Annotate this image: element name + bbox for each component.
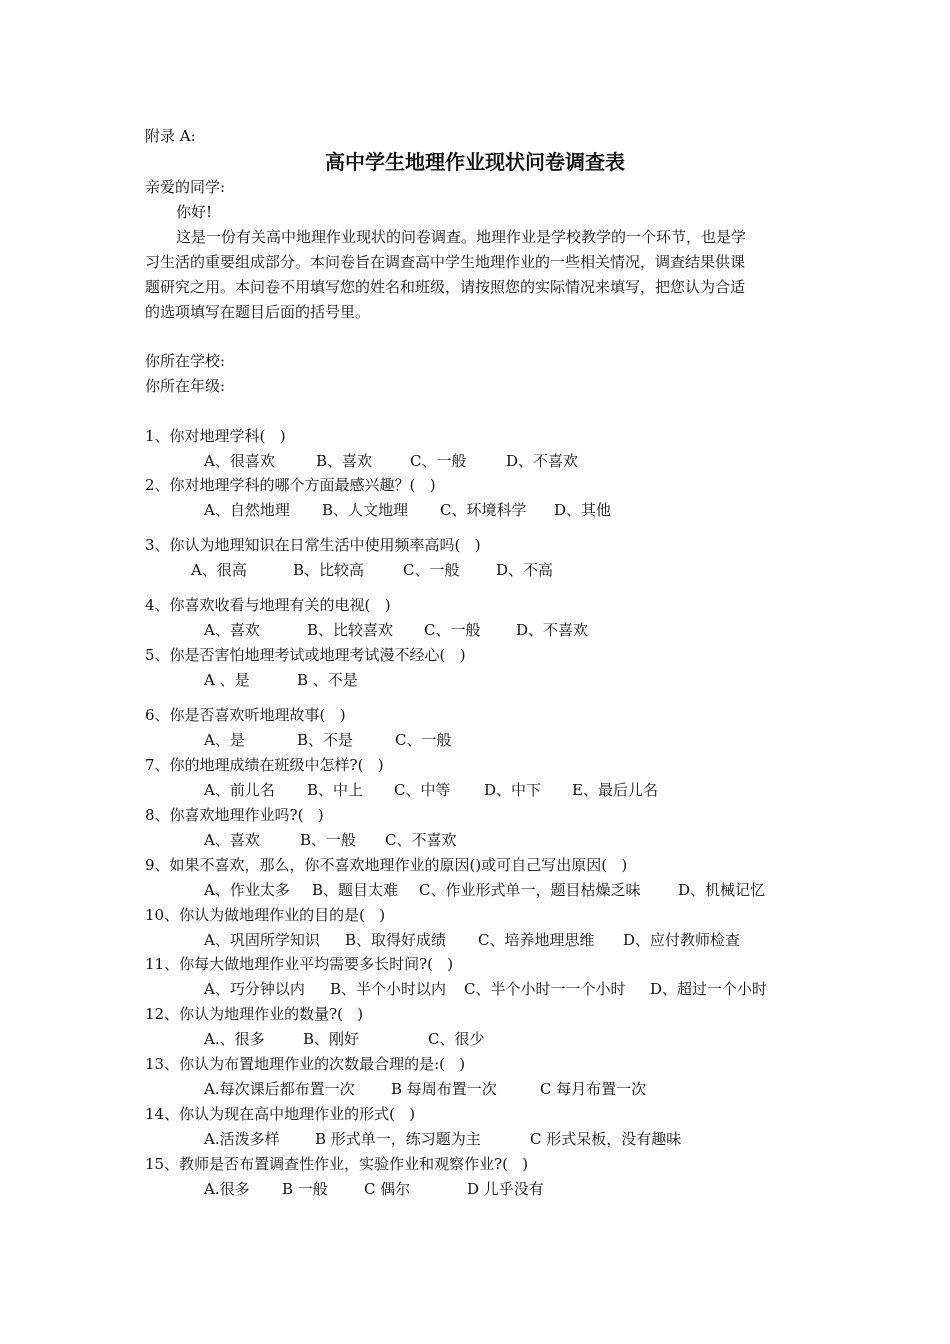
option-1a: A、很喜欢 <box>204 452 275 470</box>
option-2c: C、环境科学 <box>440 501 527 519</box>
question-9: 9、如果不喜欢，那么，你不喜欢地理作业的原因()或可自己写出原因( ) <box>145 856 628 874</box>
intro-line: 这是一份有关高中地理作业现状的问卷调查。地理作业是学校教学的一个环节，也是学 <box>176 228 747 246</box>
option-12b: B、刚好 <box>303 1030 360 1048</box>
option-11a: A、巧分钟以内 <box>204 980 305 998</box>
option-6c: C、一般 <box>395 731 452 749</box>
option-14a: A.活泼多样 <box>204 1130 280 1148</box>
option-8a: A、喜欢 <box>204 831 260 849</box>
question-5: 5、你是否害怕地理考试或地理考试漫不经心( ) <box>145 646 466 664</box>
option-14b: B 形式单一，练习题为主 <box>315 1130 481 1148</box>
option-3d: D、不高 <box>496 561 554 579</box>
option-10a: A、巩固所学知识 <box>204 931 320 949</box>
option-10c: C、培养地理思维 <box>478 931 595 949</box>
option-7b: B、中上 <box>307 781 364 799</box>
option-14c: C 形式呆板，没有趣味 <box>530 1130 682 1148</box>
option-4b: B、比较喜欢 <box>307 621 394 639</box>
question-12: 12、你认为地理作业的数量?( ) <box>145 1005 364 1023</box>
option-4c: C、一般 <box>424 621 481 639</box>
option-1d: D、不喜欢 <box>506 452 579 470</box>
option-13a: A.每次课后都布置一次 <box>204 1080 355 1098</box>
option-7a: A、前儿名 <box>204 781 275 799</box>
question-6: 6、你是否喜欢听地理故事( ) <box>145 706 346 724</box>
option-11b: B、半个小时以内 <box>330 980 447 998</box>
option-10d: D、应付教师检查 <box>623 931 741 949</box>
question-4: 4、你喜欢收看与地理有关的电视( ) <box>145 596 391 614</box>
grade-label: 你所在年级: <box>145 377 226 395</box>
option-15c: C 偶尔 <box>364 1180 411 1198</box>
option-3c: C、一般 <box>403 561 460 579</box>
option-9a: A、作业太多 <box>204 881 290 899</box>
option-1c: C、一般 <box>410 452 467 470</box>
option-15b: B 一般 <box>282 1180 328 1198</box>
school-label: 你所在学校: <box>145 352 226 370</box>
option-3b: B、比较高 <box>293 561 365 579</box>
option-9d: D、机械记忆 <box>678 881 766 899</box>
option-9b: B、题目太难 <box>312 881 399 899</box>
option-2a: A、自然地理 <box>204 501 290 519</box>
option-7e: E、最后儿名 <box>572 781 658 799</box>
option-6b: B、不是 <box>297 731 354 749</box>
question-1: 1、你对地理学科( ) <box>145 427 286 445</box>
option-4a: A、喜欢 <box>204 621 260 639</box>
option-11d: D、超过一个小时 <box>650 980 768 998</box>
question-15: 15、教师是否布置调查性作业，实验作业和观察作业?( ) <box>145 1155 529 1173</box>
option-7d: D、中下 <box>484 781 542 799</box>
question-11: 11、你每大做地理作业平均需要多长时间?( ) <box>145 955 454 973</box>
option-5b: B 、不是 <box>297 671 358 689</box>
question-8: 8、你喜欢地理作业吗?( ) <box>145 806 324 824</box>
option-13c: C 每月布置一次 <box>540 1080 647 1098</box>
appendix-label: 附录 A: <box>145 127 196 145</box>
option-15a: A.很多 <box>204 1180 250 1198</box>
option-3a: A、很高 <box>191 561 247 579</box>
intro-line: 习生活的重要组成部分。本问卷旨在调查高中学生地理作业的一些相关情况，调查结果供课 <box>145 253 746 271</box>
question-7: 7、你的地理成绩在班级中怎样?( ) <box>145 756 384 774</box>
option-12a: A.、很多 <box>204 1030 265 1048</box>
option-13b: B 每周布置一次 <box>391 1080 497 1098</box>
option-10b: B、取得好成绩 <box>345 931 447 949</box>
option-4d: D、不喜欢 <box>516 621 589 639</box>
option-5a: A 、是 <box>204 671 250 689</box>
option-11c: C、半个小时一一个小时 <box>464 980 626 998</box>
option-8b: B、一般 <box>300 831 357 849</box>
question-13: 13、你认为布置地理作业的次数最合理的是:( ) <box>145 1055 466 1073</box>
option-12c: C、很少 <box>428 1030 485 1048</box>
option-2d: D、其他 <box>554 501 612 519</box>
option-8c: C、不喜欢 <box>385 831 457 849</box>
option-6a: A、是 <box>204 731 245 749</box>
question-2: 2、你对地理学科的哪个方面最感兴趣？( ) <box>145 476 436 494</box>
intro-line: 的选项填写在题目后面的括号里。 <box>145 303 371 321</box>
option-7c: C、中等 <box>394 781 451 799</box>
greeting: 亲爱的同学: <box>145 178 226 196</box>
option-1b: B、喜欢 <box>316 452 373 470</box>
page-title: 高中学生地理作业现状问卷调查表 <box>325 150 625 174</box>
question-14: 14、你认为现在高中地理作业的形式( ) <box>145 1105 416 1123</box>
question-10: 10、你认为做地理作业的目的是( ) <box>145 906 386 924</box>
question-3: 3、你认为地理知识在日常生活中使用频率高吗( ) <box>145 536 481 554</box>
intro-line: 题研究之用。本问卷不用填写您的姓名和班级，请按照您的实际情况来填写，把您认为合适 <box>145 278 746 296</box>
option-15d: D 儿乎没有 <box>467 1180 544 1198</box>
option-9c: C、作业形式单一，题目枯燥乏味 <box>419 881 641 899</box>
option-2b: B、人文地理 <box>322 501 409 519</box>
hello-line: 你好! <box>176 203 213 221</box>
